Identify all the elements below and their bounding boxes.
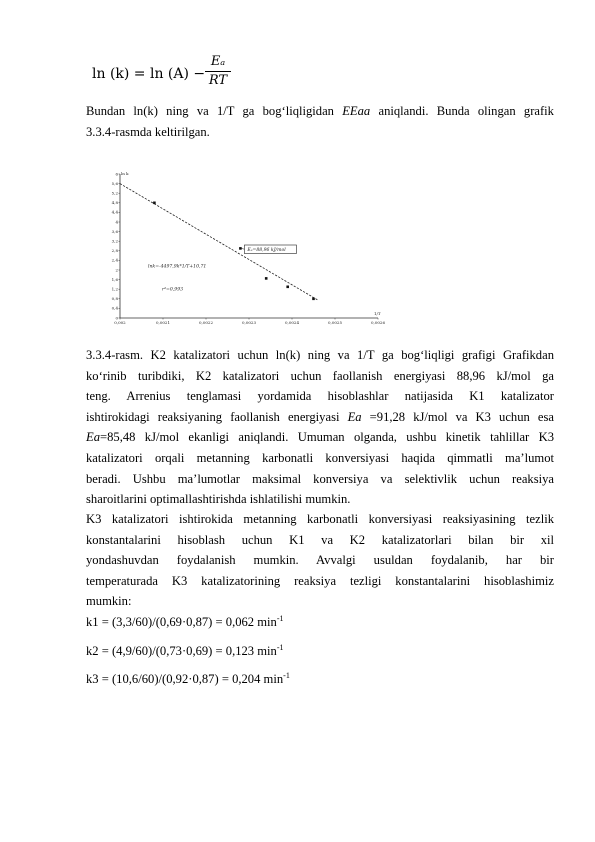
ea-symbol: Ea <box>86 430 100 445</box>
exponent: -1 <box>276 642 284 652</box>
formula-denominator: RT <box>208 73 228 88</box>
y-tick-label: 5,6 <box>111 180 118 186</box>
ea-box-label: Eₐ=88,96 kJ/mol <box>247 248 286 253</box>
data-point <box>265 277 268 280</box>
intro-line-1: Bundan ln(k) ning va 1/T ga bog‘liqligidan EEaa aniqlandi. Bunda olingan grafik <box>86 104 554 118</box>
fraction-bar <box>205 71 231 72</box>
intro-line-2: 3.3.4-rasmda keltirilgan. <box>86 124 210 139</box>
data-point <box>286 286 289 289</box>
k3-line-1: K3 katalizatori ishtirokida metanning karbonatli konversiyasi reaksiyasining tezlik <box>86 512 554 526</box>
x-axis-label: 1/T <box>374 311 381 316</box>
equation-k1: k1 = (3,3/60)/(0,69·0,87) = 0,062 $\min^{-1}$ <box>86 613 284 629</box>
data-point <box>312 298 315 301</box>
y-tick-label: 2,4 <box>111 257 118 263</box>
caption-line-1: 3.3.4-rasm. K2 katalizatori uchun ln(k) ning va 1/T ga bog‘liqligi grafigi Grafikdan <box>86 348 554 362</box>
x-tick-label: 0,0024 <box>285 320 299 325</box>
k3-line-4: temperaturada K3 katalizatorining reaksiya tezligi konstantalarini hisoblashimiz <box>86 573 554 588</box>
y-tick-label: 0,8 <box>111 296 118 302</box>
y-tick-label: 2 <box>115 267 118 273</box>
equation-k3: k3 = (10,6/60)/(0,92·0,87) = 0,204 $\min^{-1}$ <box>86 670 290 686</box>
y-tick-label: 4 <box>115 219 118 225</box>
k3-paragraph <box>86 509 554 612</box>
arrhenius-chart <box>110 168 390 333</box>
caption-line-4: ishtirokidagi reaksiyaning faollanish energiyasi Ea =91,28 kJ/mol va K3 uchun esa <box>86 409 554 424</box>
exponent: -1 <box>283 670 290 680</box>
y-tick-label: 4,4 <box>111 209 118 215</box>
x-tick-label: 0,0026 <box>371 320 385 325</box>
caption-paragraph <box>86 345 554 510</box>
exponent: -1 <box>276 613 284 623</box>
formula-numerator: Eₐ <box>210 54 226 69</box>
caption-line-2: ko‘rinib turibdiki, K2 katalizatori uchun faollanish energiyasi 88,96 kJ/mol ga <box>86 368 554 383</box>
data-point <box>239 247 242 250</box>
ea-symbol: Ea <box>347 409 362 424</box>
y-tick-label: 3,2 <box>111 238 118 244</box>
ea-symbol: EEaa <box>342 104 371 118</box>
y-tick-label: 1,6 <box>111 276 118 282</box>
x-tick-label: 0,0025 <box>328 320 342 325</box>
y-tick-label: 1,2 <box>111 286 118 292</box>
caption-line-3: teng. Arrenius tenglamasi yordamida hisoblashlar natijasida K1 katalizator <box>86 389 554 404</box>
caption-line-5: Ea=85,48 kJ/mol ekanligi aniqlandi. Umuman olganda, ushbu kinetik tahlillar K3 <box>86 430 554 445</box>
y-tick-label: 5,2 <box>111 190 118 196</box>
ea-box-leader <box>241 248 244 249</box>
chart-layer <box>112 171 386 325</box>
x-tick-label: 0,002 <box>114 320 126 325</box>
k3-line-3: yondashuvdan foydalanish mumkin. Avvalgi usuldan foydalanib, har bir <box>86 553 554 568</box>
caption-line-7: beradi. Ushbu ma’lumotlar maksimal konversiya va selektivlik uchun reaksiya <box>86 471 554 486</box>
caption-line-6: katalizatori orqali metanning karbonatli konversiyasi haqida qimmatli ma’lumot <box>86 450 554 465</box>
x-tick-label: 0,0023 <box>242 320 256 325</box>
k3-line-5: mumkin: <box>86 594 132 609</box>
x-tick-label: 0,0021 <box>156 320 170 325</box>
y-tick-label: 2,8 <box>111 248 118 254</box>
formula-lhs: ln (k) = ln (A) − <box>92 66 206 82</box>
y-tick-label: 0 <box>115 315 118 321</box>
fit-equation: lnk=-4497,9k*1/T+10,71 <box>148 264 207 270</box>
data-point <box>153 202 156 205</box>
r-squared: r²=0,993 <box>162 287 184 293</box>
y-tick-label: 6 <box>115 171 118 177</box>
k3-line-2: konstantalarini hisoblash uchun K1 va K2 katalizatorlari bilan bir xil <box>86 532 554 547</box>
y-axis-label: ln k <box>121 171 129 176</box>
formula-fraction <box>205 54 231 89</box>
y-tick-label: 0,4 <box>111 305 118 311</box>
equation-k2: k2 = (4,9/60)/(0,73·0,69) = 0,123 $\min^{-1}$ <box>86 642 284 658</box>
fit-line <box>120 184 318 300</box>
caption-line-8: sharoitlarini optimallashtirishda ishlatilishi mumkin. <box>86 492 351 507</box>
arrhenius-formula <box>92 54 242 94</box>
y-tick-label: 4,8 <box>111 200 118 206</box>
intro-paragraph <box>86 101 554 142</box>
x-tick-label: 0,0022 <box>199 320 213 325</box>
y-tick-label: 3,6 <box>111 228 118 234</box>
